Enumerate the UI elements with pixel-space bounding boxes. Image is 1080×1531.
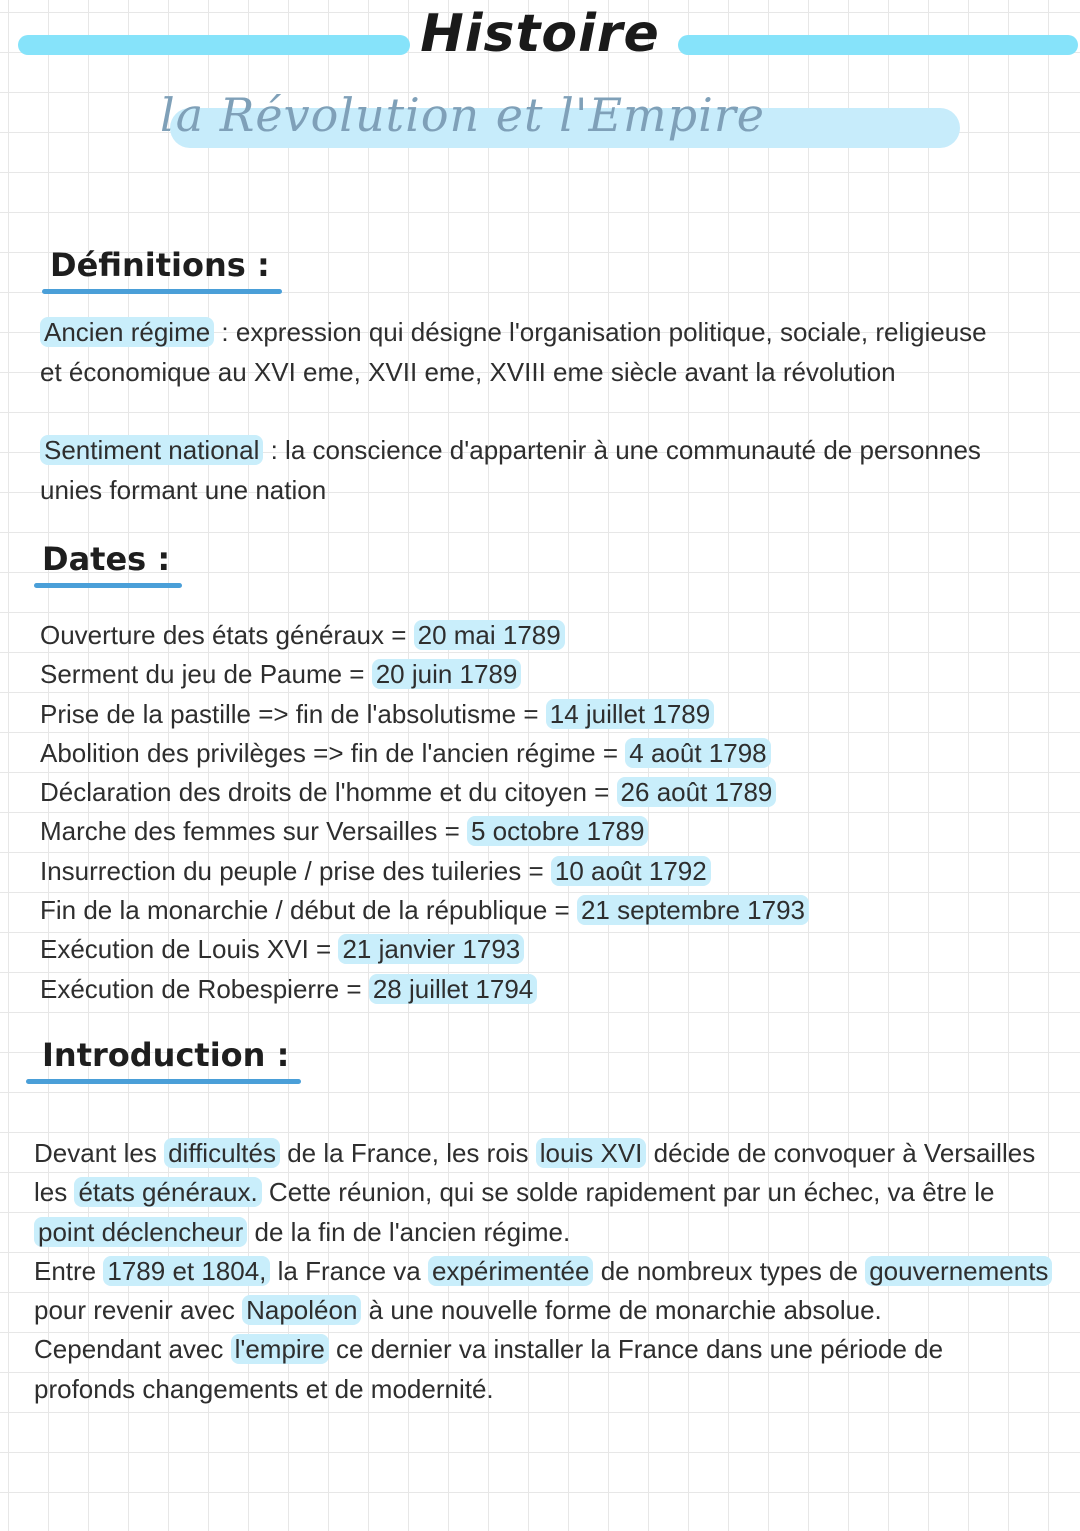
introduction-heading-text: Introduction :: [42, 1036, 290, 1074]
definition-ancien-regime: [40, 312, 987, 392]
date-event: Exécution de Robespierre =: [40, 973, 369, 1004]
dates-list: [40, 616, 809, 1009]
definition-text: : la conscience d'appartenir à une communauté de personnes: [263, 435, 981, 465]
intro-keyword: l'empire: [231, 1334, 329, 1364]
date-item: [40, 930, 809, 969]
date-item: [40, 695, 809, 734]
intro-line: [34, 1330, 1052, 1369]
definition-line: [40, 430, 981, 470]
date-event: Marche des femmes sur Versailles =: [40, 816, 467, 847]
definitions-heading-underline: [42, 289, 282, 294]
definitions-heading: [50, 246, 270, 284]
intro-keyword: Napoléon: [242, 1295, 361, 1325]
date-event: Insurrection du peuple / prise des tuileries =: [40, 855, 551, 886]
date-value: 21 septembre 1793: [577, 895, 809, 925]
intro-keyword: louis XVI: [536, 1138, 647, 1168]
intro-keyword: états généraux.: [74, 1177, 261, 1207]
intro-text: Cependant avec: [34, 1334, 231, 1365]
intro-text: Devant les: [34, 1138, 165, 1168]
intro-keyword: 1789 et 1804,: [103, 1256, 270, 1286]
dates-heading-underline: [34, 583, 182, 588]
date-value: 10 août 1792: [551, 856, 711, 886]
intro-text: de nombreux types de: [593, 1255, 866, 1286]
date-item: [40, 734, 809, 773]
date-value: 26 août 1789: [617, 777, 777, 807]
intro-text: décide de convoquer à Versailles: [646, 1138, 1036, 1168]
definition-line: unies formant une nation: [40, 475, 327, 505]
intro-text: Entre: [34, 1255, 104, 1286]
date-value: 21 janvier 1793: [338, 934, 524, 964]
dates-heading: [42, 540, 170, 578]
date-event: Ouverture des états généraux =: [40, 620, 414, 650]
intro-line: [34, 1252, 1052, 1291]
definition-line: [40, 312, 987, 352]
intro-keyword: point déclencheur: [34, 1217, 247, 1247]
date-value: 14 juillet 1789: [546, 699, 714, 729]
date-item: [40, 852, 809, 891]
date-item: [40, 812, 809, 851]
intro-line: [34, 1173, 1052, 1212]
intro-text: à une nouvelle forme de monarchie absolue.: [361, 1295, 882, 1326]
intro-text: ce dernier va installer la France dans une période de: [328, 1334, 944, 1365]
introduction-heading-underline: [26, 1079, 301, 1084]
intro-keyword: gouvernements: [865, 1256, 1052, 1286]
introduction-paragraph: [34, 1134, 1052, 1409]
introduction-heading: [42, 1036, 289, 1074]
date-event: Exécution de Louis XVI =: [40, 934, 339, 965]
intro-text: de la fin de l'ancien régime.: [247, 1216, 571, 1247]
intro-text: de la France, les rois: [280, 1138, 536, 1168]
definition-text: : expression qui désigne l'organisation politique, sociale, religieuse: [214, 317, 987, 347]
date-event: Fin de la monarchie / début de la république =: [40, 895, 577, 926]
intro-keyword: difficultés: [164, 1138, 280, 1168]
dates-heading-text: Dates :: [42, 540, 171, 578]
subtitle-block: [160, 86, 960, 156]
date-event: Abolition des privilèges => fin de l'ancien régime =: [40, 737, 626, 768]
intro-line: [34, 1213, 1052, 1252]
intro-line: profonds changements et de modernité.: [34, 1373, 494, 1404]
date-item: [40, 970, 809, 1009]
date-value: 5 octobre 1789: [467, 816, 648, 846]
intro-text: les: [34, 1177, 75, 1208]
date-item: [40, 773, 809, 812]
definition-line: et économique au XVI eme, XVII eme, XVIII eme siècle avant la révolution: [40, 357, 896, 387]
intro-line: [34, 1134, 1052, 1173]
page-title: Histoire: [420, 4, 660, 64]
date-event: Déclaration des droits de l'homme et du citoyen =: [40, 777, 617, 808]
page-subtitle: la Révolution et l'Empire: [160, 88, 766, 142]
definition-term: Sentiment national: [40, 435, 263, 465]
intro-line: [34, 1291, 1052, 1330]
date-item: [40, 891, 809, 930]
intro-text: pour revenir avec: [34, 1295, 243, 1326]
date-event: Prise de la pastille => fin de l'absolutisme =: [40, 698, 546, 729]
date-value: 20 juin 1789: [372, 659, 522, 689]
date-value: 4 août 1798: [625, 738, 770, 768]
date-item: [40, 655, 809, 694]
definitions-heading-text: Définitions :: [50, 246, 270, 284]
definition-term: Ancien régime: [40, 317, 214, 347]
intro-text: Cette réunion, qui se solde rapidement par un échec, va être le: [261, 1177, 995, 1208]
intro-text: la France va: [270, 1255, 428, 1286]
date-item: [40, 616, 809, 655]
definition-sentiment-national: [40, 430, 981, 510]
date-value: 20 mai 1789: [414, 620, 565, 650]
date-event: Serment du jeu de Paume =: [40, 659, 372, 690]
intro-keyword: expérimentée: [428, 1256, 594, 1286]
date-value: 28 juillet 1794: [369, 974, 537, 1004]
